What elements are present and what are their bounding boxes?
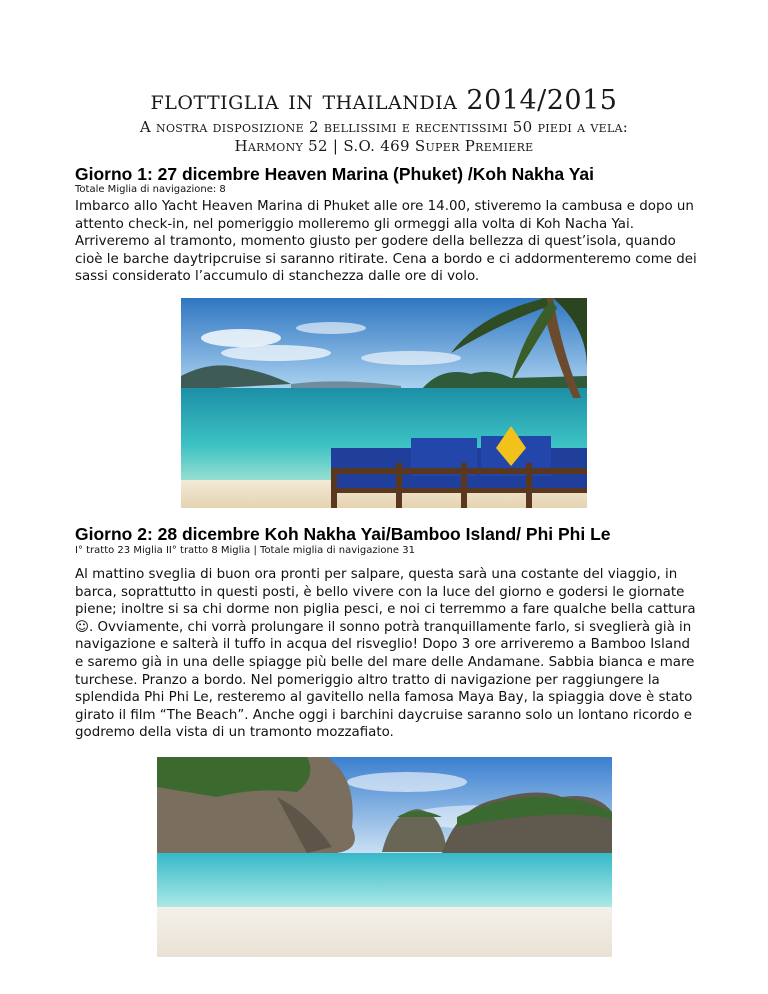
document-title: flottiglia in thailandia 2014/2015 <box>150 85 618 116</box>
day1-miles: Totale Miglia di navigazione: 8 <box>75 184 226 195</box>
day2-heading: Giorno 2: 28 dicembre Koh Nakha Yai/Bamboo Island/ Phi Phi Le <box>75 524 611 544</box>
day1-description: Imbarco allo Yacht Heaven Marina di Phuket alle ore 14.00, stiveremo la cambusa e dopo un attento check-in, nel pomeriggio molleremo gli ormeggi alla volta di Koh Nacha Yai. Arriveremo al tramonto, momento giusto per godere della bellezza di quest’isola, quando cioè le barche daytripcruise si saranno ritirate. Cena a bordo e ci addormenteremo come dei sassi considerato l’accumulo di stanchezza dalle ore di volo. <box>75 199 697 285</box>
day2-description: Al mattino sveglia di buon ora pronti per salpare, questa sarà una costante del viaggio, in barca, soprattutto in questi posti, è bello vivere con la luce del giorno e godersi le giornate piene; inoltre si sa chi dorme non piglia pesci, e noi ci terremmo a fare qualche bella cattura ☺. Ovviamente, chi vorrà prolungare il sonno potrà tranquillamente farlo, si sveglierà già in navigazione e salterà il tuffo in acqua del risveglio! Dopo 3 ore arriveremo a Bamboo Island e saremo già in una delle spiagge più belle del mare delle Andamane. Sabbia bianca e mare turchese. Pranzo a bordo. Nel pomeriggio altro tratto di navigazione per raggiungere la splendida Phi Phi Le, resteremo al gavitello nella famosa Maya Bay, la spiaggia dove è stato girato il film “The Beach”. Anche oggi i barchini daycruise saranno solo un lontano ricordo e godremo della vista di un tramonto mozzafiato. <box>75 567 696 741</box>
day2-miles: I° tratto 23 Miglia II° tratto 8 Miglia | Totale miglia di navigazione 31 <box>75 545 415 556</box>
day1-heading: Giorno 1: 27 dicembre Heaven Marina (Phuket) /Koh Nakha Yai <box>75 164 595 184</box>
maya-bay-cliffs-photo <box>157 757 612 957</box>
document-subtitle-line1: A nostra disposizione 2 bellissimi e recentissimi 50 piedi a vela: <box>139 118 629 136</box>
tropical-beach-sofa-photo <box>181 298 587 508</box>
document-subtitle-line2: Harmony 52 | S.O. 469 Super Premiere <box>234 137 534 155</box>
